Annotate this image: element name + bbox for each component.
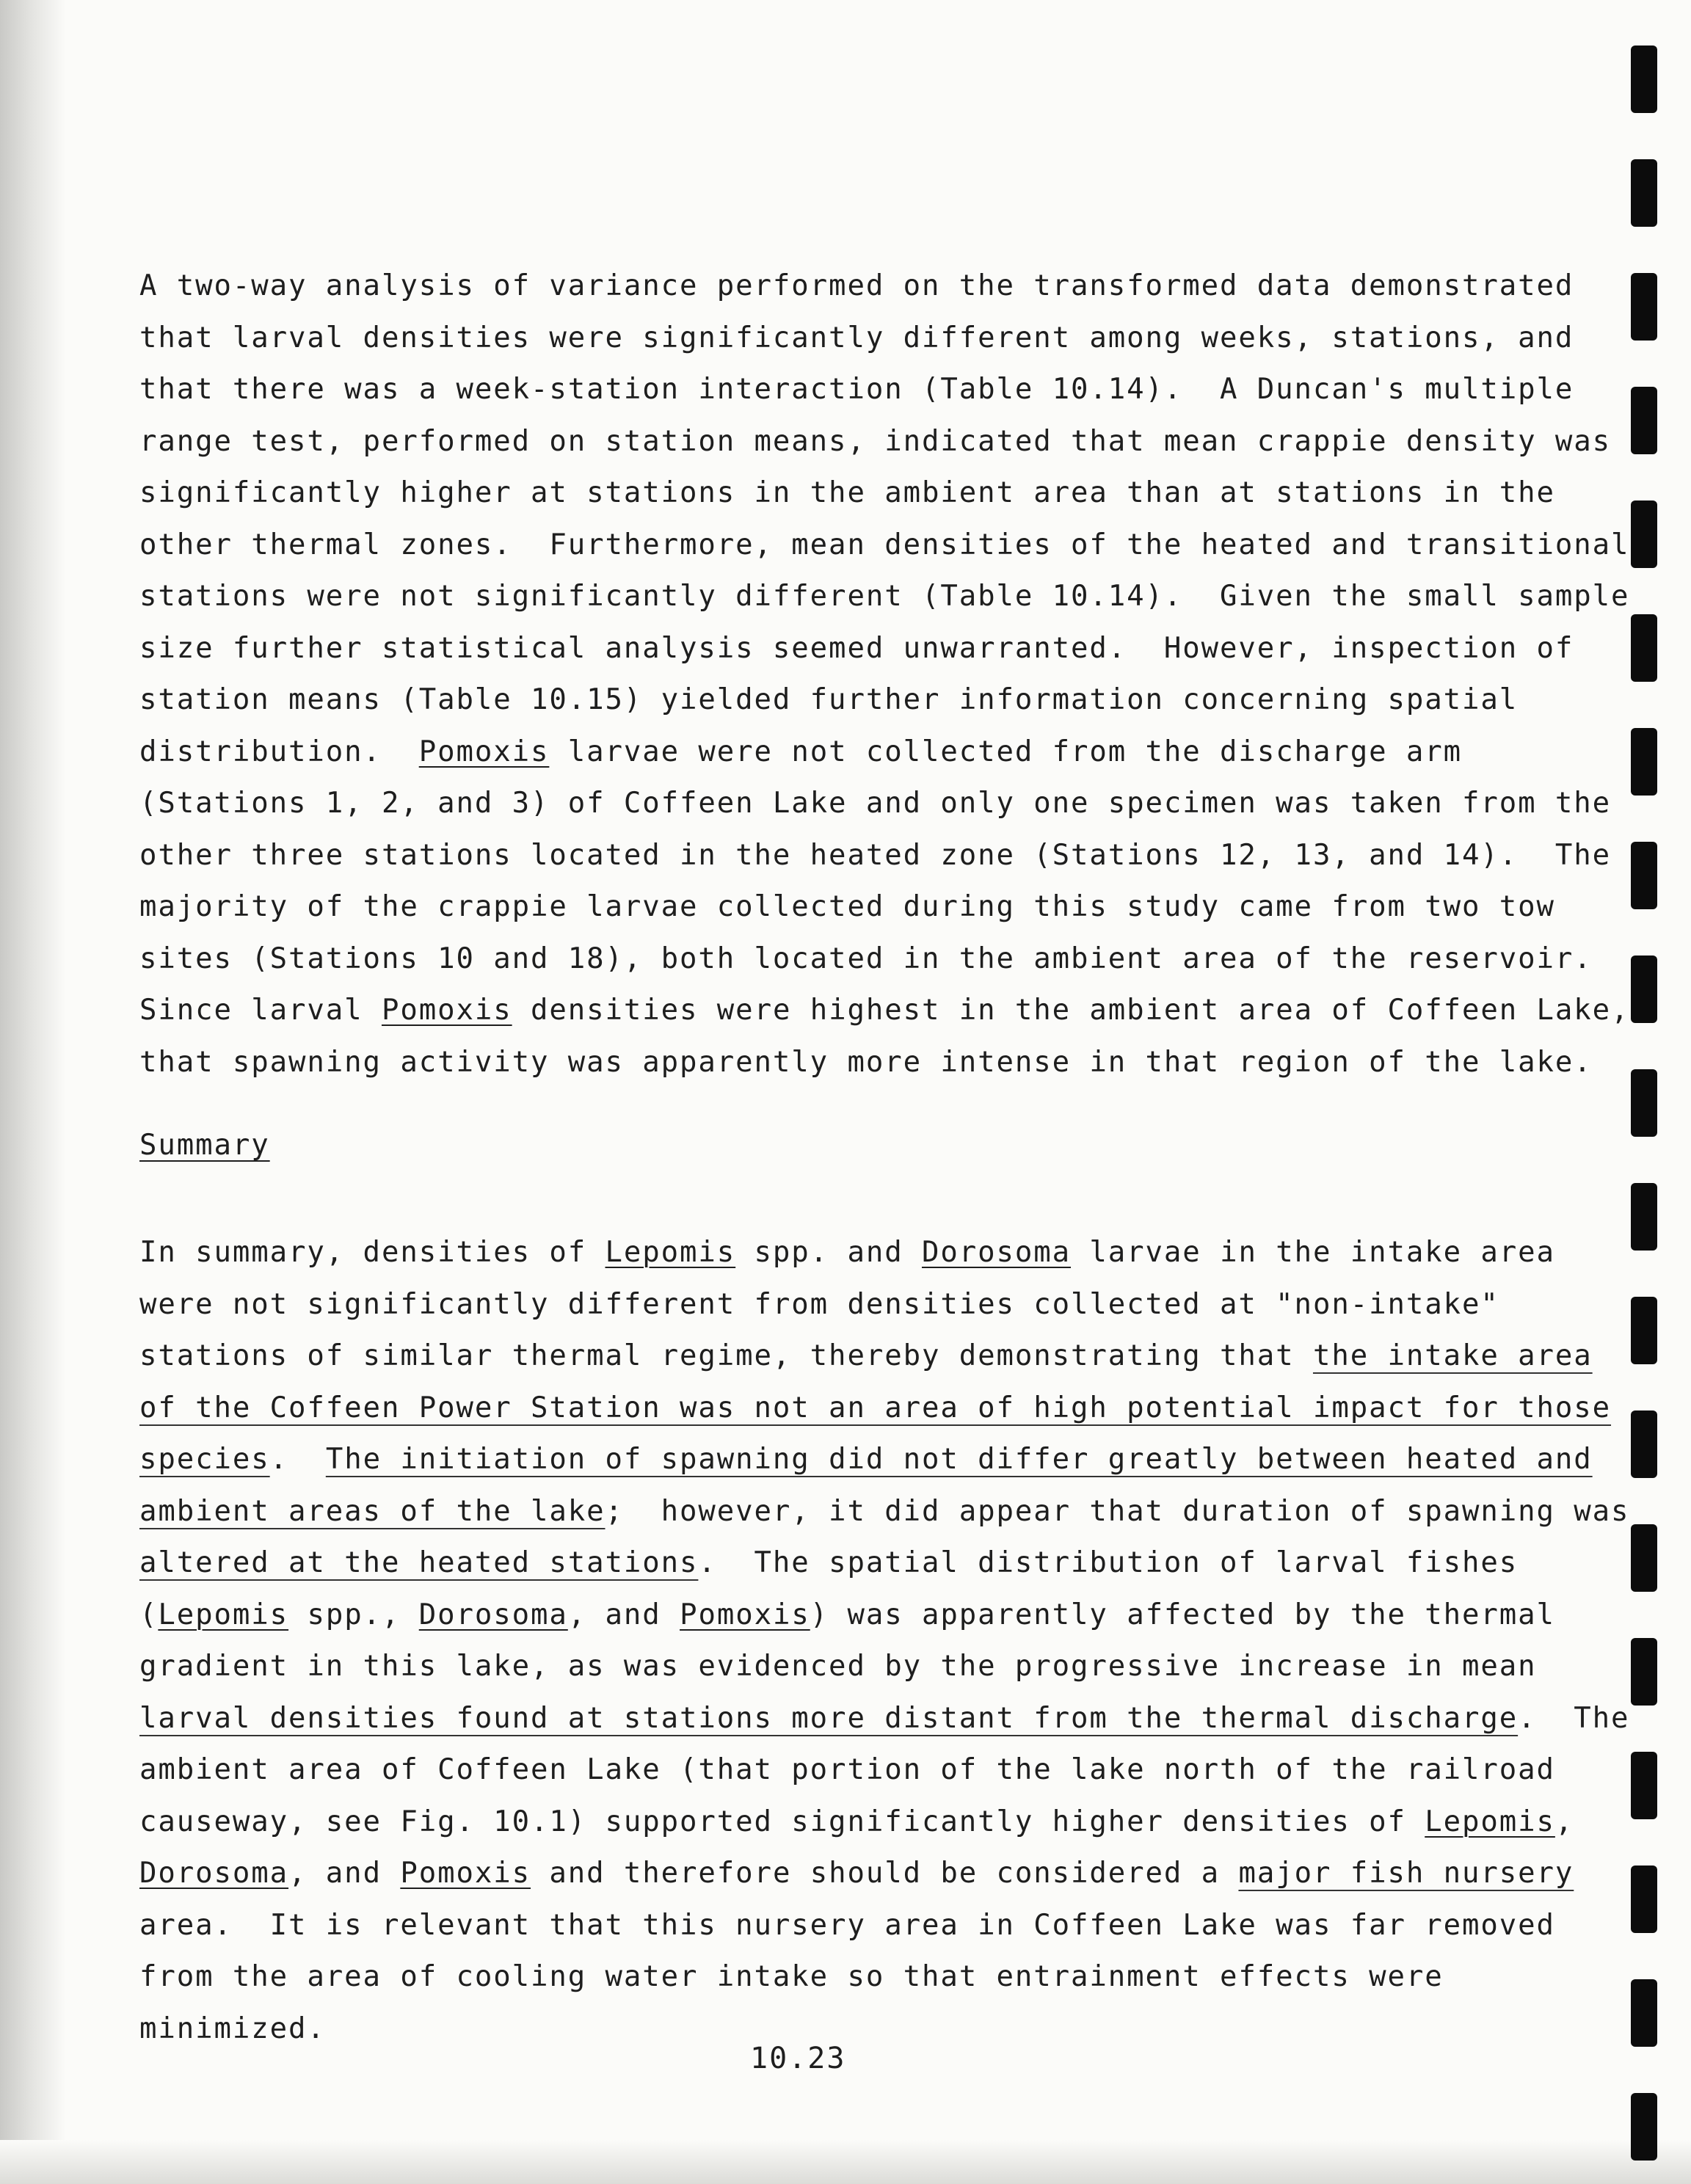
text-run: gradient in this lake, as was evidenced by the progressive increase in mean	[139, 1650, 1537, 1683]
taxon-name: Lepomis	[1425, 1805, 1555, 1838]
handwritten-underline-text: of the Coffeen Power Station was not an area of high potential impact for those	[139, 1391, 1612, 1424]
text-run: area. It is relevant that this nursery area in Coffeen Lake was far removed	[139, 1908, 1555, 1942]
text-run: larvae were not collected from the discharge arm	[549, 735, 1462, 768]
text-run: from the area of cooling water intake so that entrainment effects were	[139, 1960, 1444, 1993]
taxon-name: Pomoxis	[381, 994, 512, 1027]
text-line	[139, 1383, 1612, 1435]
sprocket-hole	[1631, 1524, 1657, 1592]
text-line	[139, 1227, 1555, 1279]
text-run: stations of similar thermal regime, thereby demonstrating that	[139, 1339, 1313, 1372]
sprocket-hole	[1631, 956, 1657, 1023]
text-line	[139, 1434, 1593, 1486]
text-line	[139, 1744, 1555, 1797]
text-run: , and	[288, 1857, 401, 1890]
sprocket-hole	[1631, 1866, 1657, 1933]
text-run: that spawning activity was apparently more intense in that region of the lake.	[139, 1045, 1593, 1079]
text-line	[139, 1279, 1519, 1331]
text-run: station means (Table 10.15) yielded further information concerning spatial	[139, 683, 1519, 716]
taxon-name: Dorosoma	[921, 1236, 1072, 1269]
text-run: causeway, see Fig. 10.1) supported significantly higher densities of	[139, 1805, 1425, 1838]
text-run: densities were highest in the ambient area of Coffeen Lake,	[512, 994, 1630, 1027]
text-line	[139, 623, 1574, 675]
handwritten-underline-text: ambient areas of the lake	[139, 1494, 606, 1528]
text-run: other three stations located in the heated zone (Stations 12, 13, and 14). The	[139, 838, 1612, 872]
text-line	[139, 1537, 1519, 1590]
text-line	[139, 1486, 1630, 1538]
text-run: . The spatial distribution of larval fishes	[698, 1546, 1519, 1579]
text-line	[139, 881, 1555, 933]
text-run: larvae in the intake area	[1071, 1236, 1555, 1269]
text-run: . The	[1518, 1701, 1630, 1735]
handwritten-underline-text: larval densities found at stations more distant from the thermal discharge	[139, 1701, 1519, 1735]
text-run: size further statistical analysis seemed unwarranted. However, inspection of	[139, 631, 1574, 665]
text-run: , and	[567, 1598, 680, 1631]
taxon-name: Pomoxis	[418, 735, 550, 768]
text-line	[139, 674, 1519, 727]
text-line	[139, 1641, 1537, 1693]
text-run: ; however, it did appear that duration of spawning was	[605, 1494, 1630, 1528]
text-line	[139, 1590, 1555, 1642]
text-run: ) was apparently affected by the thermal	[810, 1598, 1555, 1631]
text-run: A two-way analysis of variance performed on the transformed data demonstrated	[139, 269, 1574, 302]
taxon-name: Pomoxis	[680, 1598, 810, 1631]
text-line	[139, 364, 1574, 416]
text-run: and therefore should be considered a	[531, 1857, 1239, 1890]
text-line	[139, 261, 1574, 313]
text-run: (Stations 1, 2, and 3) of Coffeen Lake and only one specimen was taken from the	[139, 787, 1612, 820]
sprocket-hole	[1631, 1752, 1657, 1819]
text-run: spp. and	[735, 1236, 922, 1269]
text-run: were not significantly different from densities collected at "non-intake"	[139, 1287, 1499, 1321]
text-run: ambient area of Coffeen Lake (that portion of the lake north of the railroad	[139, 1753, 1555, 1786]
sprocket-hole	[1631, 728, 1657, 796]
text-line	[139, 1331, 1593, 1383]
text-line	[139, 1848, 1574, 1900]
sprocket-hole	[1631, 1410, 1657, 1478]
sprocket-hole	[1631, 159, 1657, 227]
microfilm-sprocket-strip	[1631, 0, 1660, 2184]
handwritten-underline-text: major fish nursery	[1238, 1857, 1574, 1890]
sprocket-hole	[1631, 2093, 1657, 2161]
text-line	[139, 571, 1630, 623]
handwritten-underline-text: species	[139, 1443, 270, 1476]
text-line	[139, 416, 1612, 468]
sprocket-hole	[1631, 500, 1657, 568]
text-line	[139, 933, 1593, 986]
text-run: significantly higher at stations in the ambient area than at stations in the	[139, 476, 1555, 509]
sprocket-hole	[1631, 273, 1657, 341]
text-run: distribution.	[139, 735, 419, 768]
text-run: stations were not significantly different (Table 10.14). Given the small sample	[139, 580, 1630, 613]
text-run: minimized.	[139, 2012, 326, 2045]
sprocket-hole	[1631, 1638, 1657, 1706]
text-run: (	[139, 1598, 159, 1631]
scan-shadow-left	[0, 0, 66, 2184]
taxon-name: Lepomis	[605, 1236, 736, 1269]
text-run: Since larval	[139, 994, 382, 1027]
text-run: spp.,	[288, 1598, 419, 1631]
taxon-name: Pomoxis	[400, 1857, 531, 1890]
text-line	[139, 727, 1519, 779]
text-run: sites (Stations 10 and 18), both located in the ambient area of the reservoir.	[139, 942, 1593, 975]
sprocket-hole	[1631, 1069, 1657, 1137]
text-line	[139, 313, 1574, 365]
sprocket-hole	[1631, 1979, 1657, 2047]
handwritten-underline-text: altered at the heated stations	[139, 1546, 699, 1579]
body-paragraph-analysis	[139, 261, 1630, 1088]
text-line	[139, 985, 1630, 1037]
text-line	[139, 520, 1630, 572]
taxon-name: Dorosoma	[418, 1598, 568, 1631]
handwritten-underline-text: the intake area	[1312, 1339, 1593, 1372]
body-paragraph-summary	[139, 1227, 1630, 2055]
sprocket-hole	[1631, 842, 1657, 909]
text-run: ,	[1554, 1805, 1574, 1838]
text-run: that larval densities were significantly different among weeks, stations, and	[139, 321, 1574, 354]
text-line	[139, 1951, 1519, 2003]
sprocket-hole	[1631, 1183, 1657, 1251]
text-run: .	[269, 1443, 326, 1476]
text-line	[139, 1037, 1593, 1089]
page-number: 10.23	[750, 2042, 846, 2075]
handwritten-underline-text: The initiation of spawning did not differ greatly between heated and	[325, 1443, 1593, 1476]
text-run: that there was a week-station interaction (Table 10.14). A Duncan's multiple	[139, 373, 1574, 406]
taxon-name: Lepomis	[158, 1598, 289, 1631]
text-line	[139, 1693, 1630, 1745]
text-line	[139, 1797, 1574, 1849]
text-run: range test, performed on station means, indicated that mean crappie density was	[139, 424, 1612, 458]
sprocket-hole	[1631, 46, 1657, 113]
text-line	[139, 778, 1612, 830]
sprocket-hole	[1631, 387, 1657, 454]
sprocket-hole	[1631, 1297, 1657, 1364]
text-line	[139, 830, 1612, 882]
text-run: majority of the crappie larvae collected during this study came from two tow	[139, 890, 1555, 923]
sprocket-hole	[1631, 614, 1657, 682]
section-heading-summary: Summary	[139, 1129, 270, 1162]
text-line	[139, 467, 1555, 520]
text-line	[139, 1900, 1555, 1952]
text-run: other thermal zones. Furthermore, mean densities of the heated and transitional	[139, 528, 1630, 561]
text-run: In summary, densities of	[139, 1236, 606, 1269]
taxon-name: Dorosoma	[139, 1857, 289, 1890]
scan-shadow-bottom	[0, 2140, 1691, 2184]
